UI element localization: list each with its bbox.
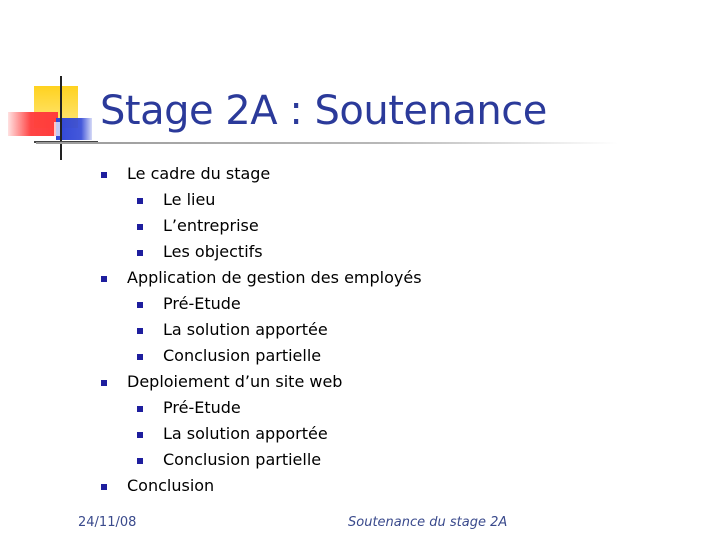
square-bullet-icon	[137, 328, 143, 334]
bullet-item	[0, 265, 720, 291]
footer-title: Soutenance du stage 2A	[348, 515, 508, 530]
square-bullet-icon	[101, 172, 107, 178]
square-bullet-icon	[101, 484, 107, 490]
bullet-text: Conclusion partielle	[163, 450, 322, 469]
bullet-text: Deploiement d’un site web	[127, 372, 343, 391]
sub-bullet-item	[0, 239, 720, 265]
sub-bullet-item	[0, 343, 720, 369]
sub-bullet-item	[0, 187, 720, 213]
bullet-item	[0, 473, 720, 499]
square-bullet-icon	[137, 250, 143, 256]
decorative-logo-graphic	[0, 0, 100, 170]
bullet-text: Conclusion	[127, 476, 215, 495]
sub-bullet-item	[0, 291, 720, 317]
square-bullet-icon	[137, 432, 143, 438]
bullet-item	[0, 161, 720, 187]
square-bullet-icon	[101, 380, 107, 386]
sub-bullet-item	[0, 213, 720, 239]
bullet-list	[0, 161, 720, 499]
square-bullet-icon	[137, 458, 143, 464]
square-bullet-icon	[137, 198, 143, 204]
square-bullet-icon	[101, 276, 107, 282]
title-underline	[36, 142, 618, 144]
bullet-text: Application de gestion des employés	[127, 268, 422, 287]
bullet-text: L’entreprise	[163, 216, 259, 235]
sub-bullet-item	[0, 395, 720, 421]
square-bullet-icon	[137, 302, 143, 308]
bullet-item	[0, 369, 720, 395]
bullet-text: Les objectifs	[163, 242, 263, 261]
sub-bullet-item	[0, 447, 720, 473]
square-bullet-icon	[137, 354, 143, 360]
square-bullet-icon	[137, 224, 143, 230]
bullet-text: Pré-Etude	[163, 398, 241, 417]
bullet-text: La solution apportée	[163, 424, 328, 443]
bullet-text: Pré-Etude	[163, 294, 241, 313]
logo-red-bar	[8, 112, 58, 136]
bullet-text: La solution apportée	[163, 320, 328, 339]
bullet-text: Le lieu	[163, 190, 216, 209]
bullet-text: Conclusion partielle	[163, 346, 322, 365]
sub-bullet-item	[0, 317, 720, 343]
sub-bullet-item	[0, 421, 720, 447]
bullet-text: Le cadre du stage	[127, 164, 271, 183]
square-bullet-icon	[137, 406, 143, 412]
footer-date: 24/11/08	[78, 515, 137, 530]
slide-title: Stage 2A : Soutenance	[100, 88, 547, 134]
logo-vertical-line	[60, 76, 62, 160]
